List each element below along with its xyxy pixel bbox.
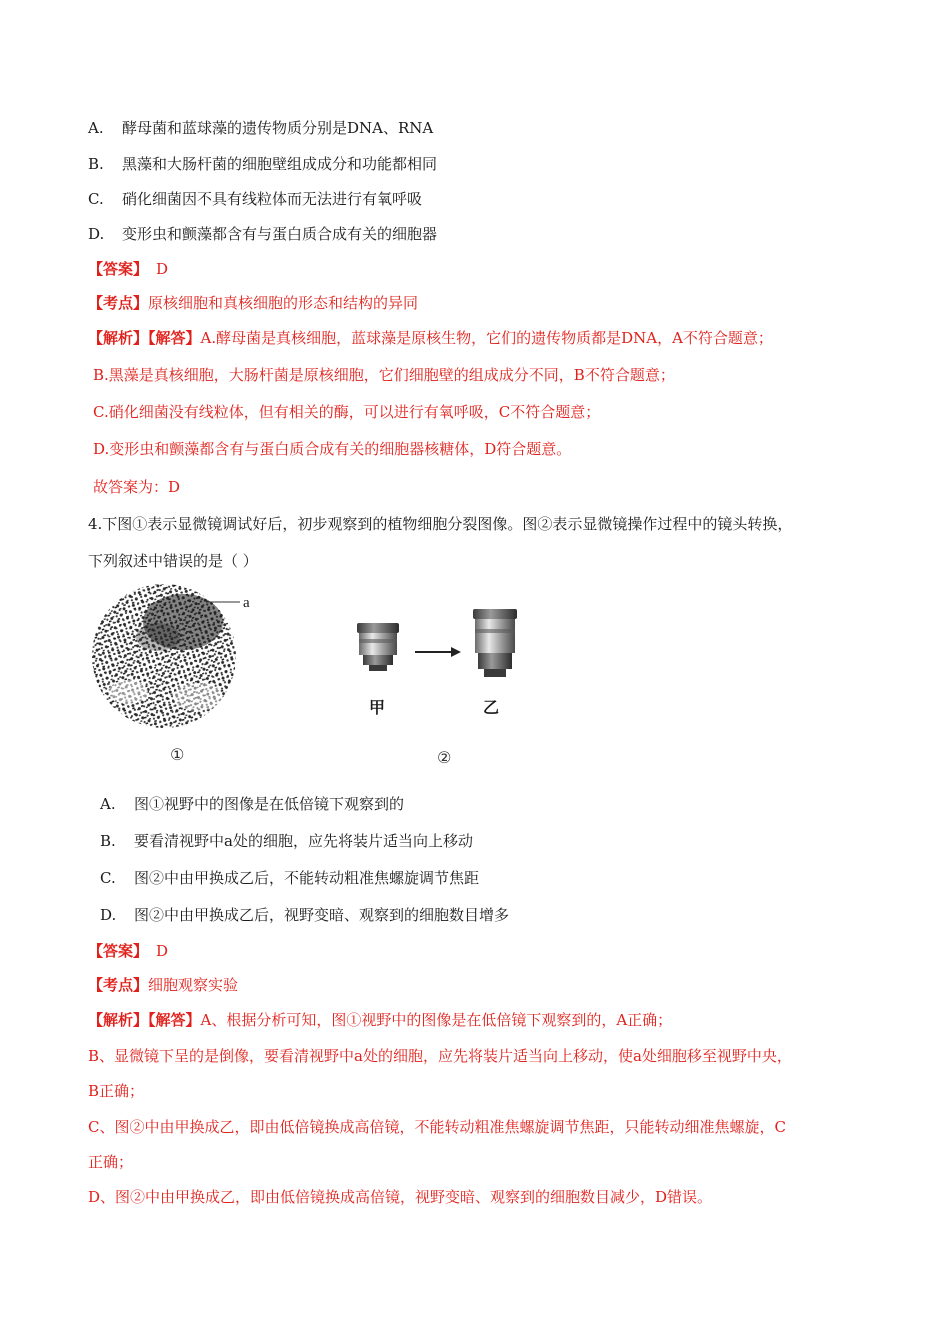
- q3-point: [88, 293, 418, 313]
- option-text: 要看清视野中a处的细胞，应先将装片适当向上移动: [134, 832, 473, 850]
- q3-option-c: [88, 189, 422, 209]
- option-text: 黑藻和大肠杆菌的细胞壁组成成分和功能都相同: [122, 155, 438, 173]
- analysis-label: 【解析】【解答】: [88, 1011, 201, 1029]
- option-letter: D.: [88, 225, 105, 243]
- point-label: 【考点】: [88, 294, 149, 312]
- lens-label-yi: 乙: [483, 698, 500, 717]
- label-a: a: [243, 595, 250, 611]
- point-value: 细胞观察实验: [148, 976, 239, 994]
- q4-analysis-line: B正确；: [88, 1082, 145, 1100]
- answer-label: 【答案】: [88, 942, 149, 960]
- option-letter: A.: [100, 795, 116, 813]
- caption-1: ①: [170, 745, 185, 764]
- q4-option-a: [100, 794, 404, 814]
- q3-option-d: [88, 224, 437, 244]
- point-value: 原核细胞和真核细胞的形态和结构的异同: [148, 294, 419, 312]
- objective-lens-yi: [473, 609, 517, 677]
- q4-answer: [88, 941, 168, 961]
- q4-point: [88, 975, 238, 995]
- point-label: 【考点】: [88, 976, 149, 994]
- figure-2-lens-switch: [345, 595, 545, 770]
- q4-analysis-line: 正确；: [88, 1153, 134, 1171]
- answer-value: D: [156, 942, 169, 960]
- q4-option-b: [100, 831, 473, 851]
- analysis-label: 【解析】【解答】: [88, 329, 201, 347]
- q4-analysis-line: B、显微镜下呈的是倒像，要看清视野中a处的细胞，应先将装片适当向上移动，使a处细胞移至视野中央，: [88, 1047, 792, 1065]
- option-letter: B.: [100, 832, 116, 850]
- q4-option-d: [100, 905, 509, 925]
- q4-option-c: [100, 868, 479, 888]
- q4-stem-line1: 4.下图①表示显微镜调试好后，初步观察到的植物细胞分裂图像。图②表示显微镜操作过程中的镜头转换，: [88, 515, 793, 533]
- lens-label-jia: 甲: [369, 698, 386, 717]
- option-text: 图②中由甲换成乙后，不能转动粗准焦螺旋调节焦距: [134, 869, 480, 887]
- analysis-text: A、根据分析可知，图①视野中的图像是在低倍镜下观察到的，A正确；: [200, 1011, 673, 1029]
- q3-analysis-first: [88, 328, 773, 348]
- q3-option-a: [88, 118, 433, 138]
- q3-analysis-line: D.变形虫和颤藻都含有与蛋白质合成有关的细胞器核糖体，D符合题意。: [93, 440, 572, 458]
- q4-analysis-line: D、图②中由甲换成乙，即由低倍镜换成高倍镜，视野变暗、观察到的细胞数目减少，D错误。: [88, 1188, 713, 1206]
- q4-analysis-line: C、图②中由甲换成乙，即由低倍镜换成高倍镜，不能转动粗准焦螺旋调节焦距，只能转动细准焦螺旋，C: [88, 1118, 786, 1136]
- option-text: 图②中由甲换成乙后，视野变暗、观察到的细胞数目增多: [134, 906, 510, 924]
- option-text: 酵母菌和蓝球藻的遗传物质分别是DNA、RNA: [122, 119, 434, 137]
- answer-value: D: [156, 260, 169, 278]
- option-letter: B.: [88, 155, 104, 173]
- q4-stem-line2: 下列叙述中错误的是（ ）: [88, 552, 258, 570]
- q3-option-b: [88, 154, 437, 174]
- q3-analysis-line: C.硝化细菌没有线粒体，但有相关的酶，可以进行有氧呼吸，C不符合题意；: [93, 403, 601, 421]
- option-letter: C.: [88, 190, 104, 208]
- option-text: 硝化细菌因不具有线粒体而无法进行有氧呼吸: [122, 190, 423, 208]
- analysis-text: A.酵母菌是真核细胞，蓝球藻是原核生物，它们的遗传物质都是DNA，A不符合题意；: [200, 329, 773, 347]
- option-letter: A.: [88, 119, 104, 137]
- figure-1-field-of-view: [88, 582, 268, 767]
- arrow-icon: [415, 647, 461, 657]
- option-text: 图①视野中的图像是在低倍镜下观察到的: [134, 795, 405, 813]
- option-text: 变形虫和颤藻都含有与蛋白质合成有关的细胞器: [122, 225, 438, 243]
- q3-conclusion: 故答案为：D: [93, 478, 181, 496]
- option-letter: D.: [100, 906, 117, 924]
- q3-analysis-line: B.黑藻是真核细胞，大肠杆菌是原核细胞，它们细胞壁的组成成分不同，B不符合题意；: [93, 366, 675, 384]
- objective-lens-jia: [357, 623, 399, 671]
- caption-2: ②: [437, 748, 452, 767]
- q4-analysis-first: [88, 1010, 672, 1030]
- q3-answer: [88, 259, 168, 279]
- answer-label: 【答案】: [88, 260, 149, 278]
- option-letter: C.: [100, 869, 116, 887]
